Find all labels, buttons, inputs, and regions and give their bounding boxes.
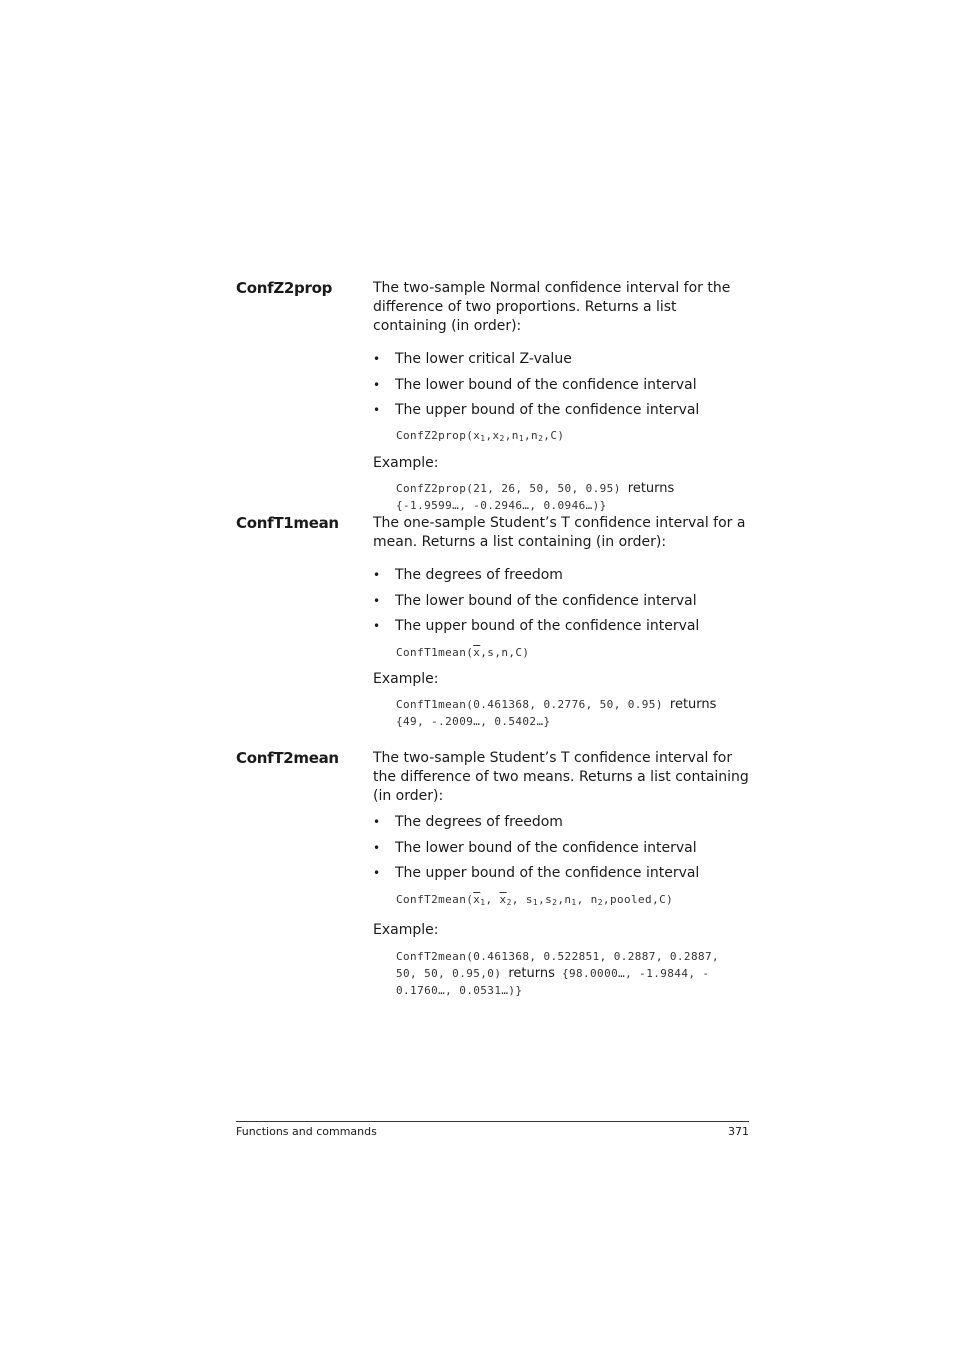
example-code: ConfT1mean(0.461368, 0.2776, 50, 0.95)	[396, 698, 663, 711]
subscript: 2	[552, 898, 558, 907]
subscript: 2	[506, 898, 512, 907]
example-result: 0.1760…, 0.0531…)}	[396, 984, 523, 997]
syntax-text: ,	[485, 893, 500, 906]
syntax-text: x	[473, 429, 481, 442]
term-heading: ConfT1mean	[236, 514, 339, 532]
example	[396, 480, 753, 514]
syntax-text: , n	[576, 893, 598, 906]
returns-word: returns	[627, 481, 675, 496]
example-result: {-1.9599…, -0.2946…, 0.0946…)}	[396, 499, 607, 512]
example-result: {49, -.2009…, 0.5402…}	[396, 715, 551, 728]
term-heading: ConfZ2prop	[236, 279, 333, 297]
page-number: 371	[728, 1125, 749, 1138]
syntax-text: ,n	[504, 429, 519, 442]
x-bar-symbol: $\overline{x}$	[499, 893, 507, 906]
list-item: • The degrees of freedom	[373, 566, 753, 585]
bullet-list	[373, 566, 753, 636]
example-code: 50, 50, 0.95,0)	[396, 967, 502, 980]
description: The two-sample Normal confidence interval for the difference of two proportions. Returns a list containing (in order):	[373, 280, 731, 334]
x-bar-symbol: $\overline{x}$	[473, 893, 481, 906]
syntax-text: ,pooled,C)	[602, 893, 674, 906]
subscript: 1	[480, 434, 486, 443]
syntax-text: ,n	[524, 429, 539, 442]
subscript: 1	[571, 898, 577, 907]
returns-word: returns	[508, 966, 555, 981]
page-footer	[236, 1121, 749, 1138]
entry-body	[373, 514, 753, 730]
syntax-text: ConfT1mean(	[396, 646, 474, 659]
syntax-text: ,s,n,C)	[480, 646, 530, 659]
subscript: 1	[518, 434, 525, 443]
example-label: Example:	[373, 455, 439, 471]
syntax-text: ,n	[557, 893, 572, 906]
bullet-list	[373, 350, 753, 420]
description: The two-sample Student’s T confidence interval for the difference of two means. Returns a list containing (in order):	[373, 750, 749, 804]
example	[396, 696, 753, 730]
example-code: ConfT2mean(0.461368, 0.522851, 0.2887, 0.2887,	[396, 950, 720, 963]
example-label: Example:	[373, 671, 439, 687]
syntax	[396, 644, 753, 661]
list-item: • The degrees of freedom	[373, 813, 753, 832]
syntax-text: ,C)	[543, 429, 565, 442]
subscript: 2	[597, 898, 603, 907]
list-item: • The lower bound of the confidence interval	[373, 839, 753, 858]
syntax	[396, 427, 753, 444]
example-result: {98.0000…, -1.9844, -	[561, 967, 710, 980]
example	[396, 948, 753, 999]
entry-body	[373, 279, 753, 514]
subscript: 2	[499, 434, 505, 443]
footer-section-title: Functions and commands	[236, 1125, 377, 1138]
syntax	[396, 891, 753, 908]
bullet-list	[373, 813, 753, 883]
list-item: • The lower bound of the confidence interval	[373, 376, 753, 395]
example-label: Example:	[373, 922, 439, 938]
list-item: • The upper bound of the confidence interval	[373, 864, 753, 883]
subscript: 1	[480, 898, 486, 907]
syntax-text: ConfZ2prop(	[396, 429, 474, 442]
syntax-text: , s	[511, 893, 533, 906]
subscript: 1	[532, 898, 539, 907]
returns-word: returns	[669, 697, 717, 712]
x-bar-symbol: $\overline{x}$	[473, 646, 481, 659]
entry-body	[373, 749, 753, 999]
list-item: • The lower critical Z-value	[373, 350, 753, 369]
list-item: • The upper bound of the confidence interval	[373, 617, 753, 636]
list-item: • The upper bound of the confidence interval	[373, 401, 753, 420]
description: The one-sample Student’s T confidence interval for a mean. Returns a list containing (in order):	[373, 515, 746, 550]
syntax-text: ,s	[538, 893, 553, 906]
example-code: ConfZ2prop(21, 26, 50, 50, 0.95)	[396, 482, 621, 495]
subscript: 2	[538, 434, 544, 443]
term-heading: ConfT2mean	[236, 749, 339, 767]
syntax-text: ConfT2mean(	[396, 893, 474, 906]
list-item: • The lower bound of the confidence interval	[373, 592, 753, 611]
syntax-text: ,x	[485, 429, 500, 442]
